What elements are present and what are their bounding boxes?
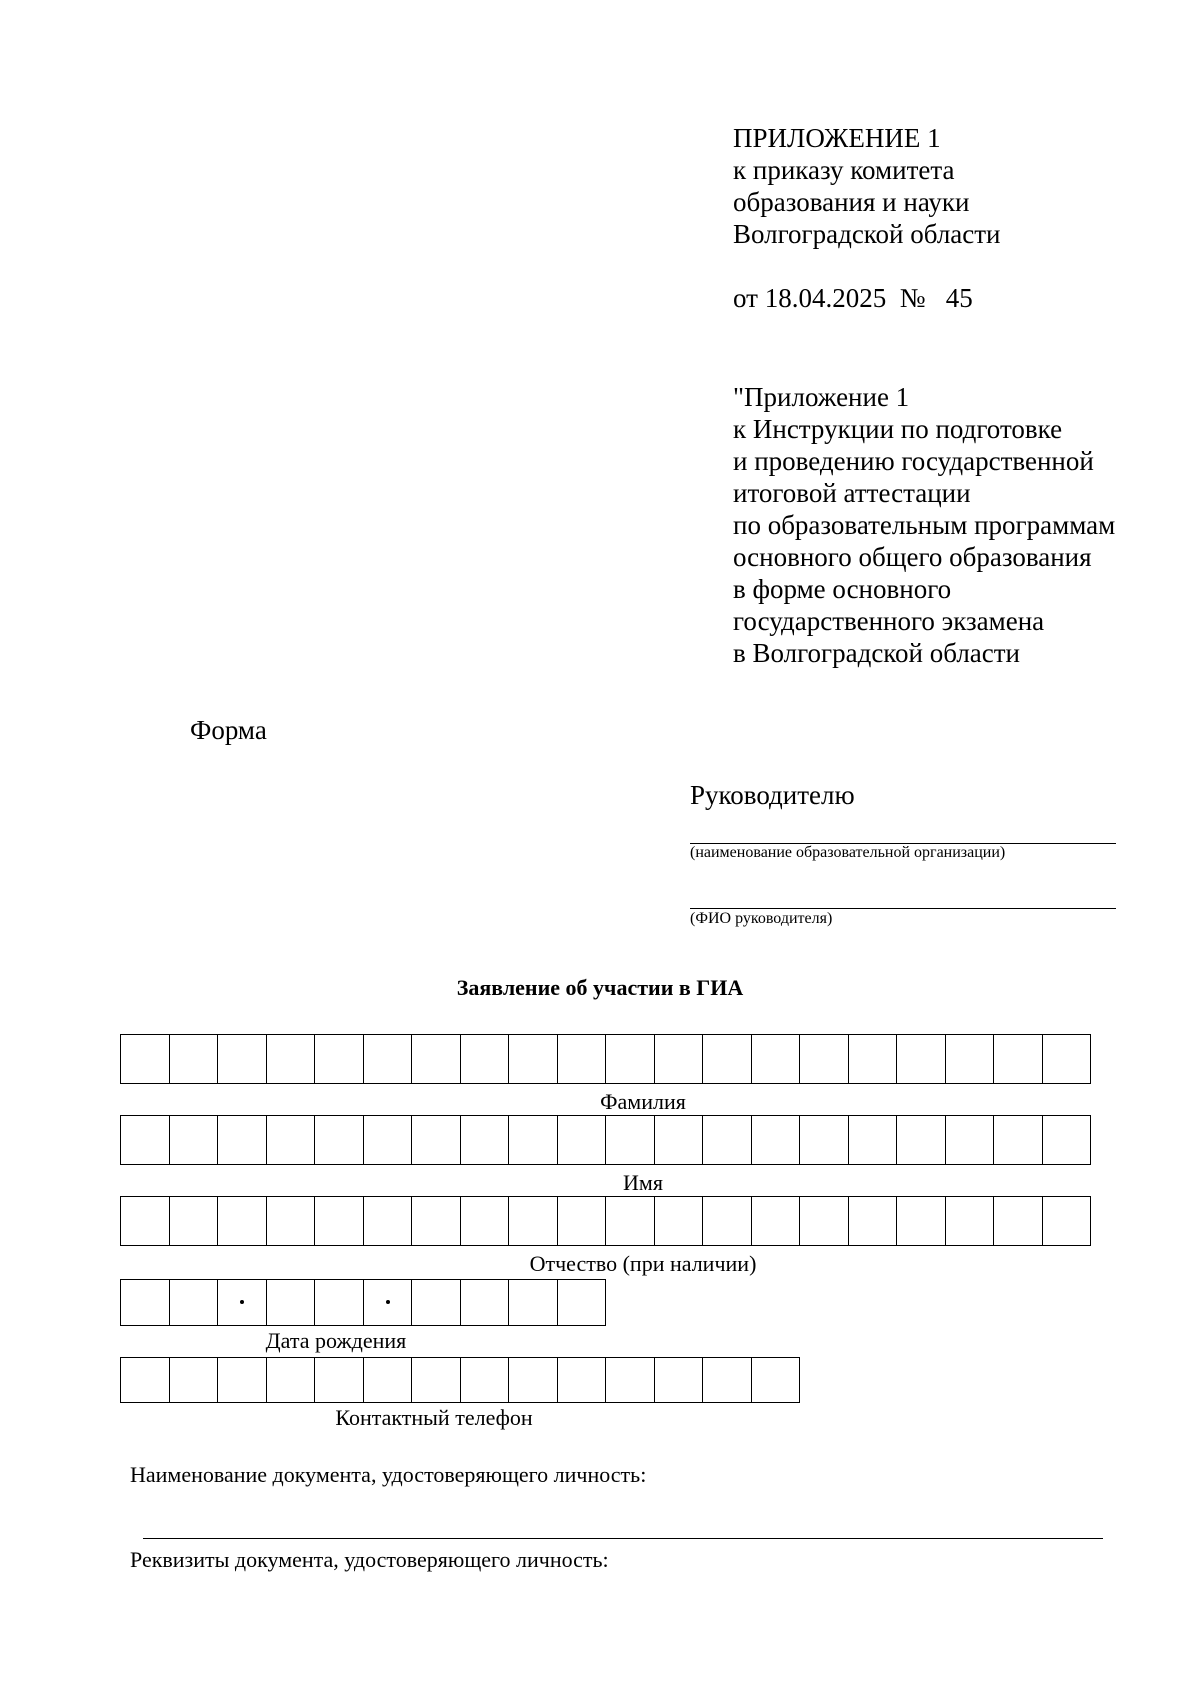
patronymic-cell[interactable] [703, 1197, 752, 1245]
instruction-appendix-block [733, 381, 1115, 669]
phone-cell[interactable] [703, 1358, 752, 1402]
patronymic-cell[interactable] [752, 1197, 801, 1245]
phone-cell[interactable] [315, 1358, 364, 1402]
patronymic-cell[interactable] [267, 1197, 316, 1245]
name-cell[interactable] [849, 1116, 898, 1164]
surname-cell[interactable] [849, 1035, 898, 1083]
name-cell[interactable] [752, 1116, 801, 1164]
patronymic-cell[interactable] [606, 1197, 655, 1245]
patronymic-cell[interactable] [461, 1197, 510, 1245]
patronymic-cell[interactable] [218, 1197, 267, 1245]
birthdate-cell[interactable] [461, 1280, 510, 1325]
patronymic-cell[interactable] [509, 1197, 558, 1245]
phone-cell[interactable] [121, 1358, 170, 1402]
name-cell[interactable] [121, 1116, 170, 1164]
surname-cell[interactable] [606, 1035, 655, 1083]
patronymic-cell[interactable] [364, 1197, 413, 1245]
patronymic-cell[interactable] [315, 1197, 364, 1245]
surname-cell[interactable] [121, 1035, 170, 1083]
phone-grid[interactable] [120, 1357, 800, 1403]
birthdate-cell[interactable] [315, 1280, 364, 1325]
instruction-line: в Волгоградской области [733, 638, 1021, 668]
phone-cell[interactable] [412, 1358, 461, 1402]
name-cell[interactable] [218, 1116, 267, 1164]
surname-cell[interactable] [703, 1035, 752, 1083]
name-cell[interactable] [558, 1116, 607, 1164]
patronymic-label: Отчество (при наличии) [529, 1251, 757, 1276]
name-cell[interactable] [703, 1116, 752, 1164]
birthdate-cell[interactable] [121, 1280, 170, 1325]
surname-label: Фамилия [600, 1089, 686, 1114]
name-grid[interactable] [120, 1115, 1091, 1165]
instruction-line: "Приложение 1 [733, 382, 910, 412]
instruction-line: к Инструкции по подготовке [733, 414, 1063, 444]
name-cell[interactable] [1043, 1116, 1092, 1164]
head-name-caption: (ФИО руководителя) [690, 910, 833, 927]
surname-cell[interactable] [267, 1035, 316, 1083]
patronymic-cell[interactable] [994, 1197, 1043, 1245]
instruction-line: государственного экзамена [733, 606, 1045, 636]
surname-cell[interactable] [315, 1035, 364, 1083]
document-name-label: Наименование документа, удостоверяющего личность: [130, 1462, 647, 1487]
patronymic-cell[interactable] [412, 1197, 461, 1245]
phone-cell[interactable] [606, 1358, 655, 1402]
name-cell[interactable] [606, 1116, 655, 1164]
phone-cell[interactable] [558, 1358, 607, 1402]
patronymic-cell[interactable] [121, 1197, 170, 1245]
surname-cell[interactable] [461, 1035, 510, 1083]
birthdate-label: Дата рождения [265, 1328, 407, 1353]
surname-grid[interactable] [120, 1034, 1091, 1084]
surname-cell[interactable] [1043, 1035, 1092, 1083]
name-cell[interactable] [461, 1116, 510, 1164]
phone-cell[interactable] [509, 1358, 558, 1402]
appendix-title: ПРИЛОЖЕНИЕ 1 [733, 123, 941, 153]
name-cell[interactable] [315, 1116, 364, 1164]
name-cell[interactable] [509, 1116, 558, 1164]
appendix-block [733, 122, 1001, 250]
surname-cell[interactable] [558, 1035, 607, 1083]
instruction-line: основного общего образования [733, 542, 1092, 572]
birthdate-grid[interactable] [120, 1279, 606, 1326]
org-name-caption: (наименование образовательной организации) [690, 844, 1006, 861]
instruction-line: в форме основного [733, 574, 952, 604]
surname-cell[interactable] [655, 1035, 704, 1083]
phone-cell[interactable] [752, 1358, 801, 1402]
addressee-title: Руководителю [690, 780, 855, 810]
surname-cell[interactable] [509, 1035, 558, 1083]
order-date-number: от 18.04.2025 № 45 [733, 283, 973, 313]
birthdate-cell[interactable] [558, 1280, 607, 1325]
birthdate-separator-dot [386, 1300, 390, 1304]
appendix-line: Волгоградской области [733, 219, 1001, 249]
name-cell[interactable] [946, 1116, 995, 1164]
phone-cell[interactable] [267, 1358, 316, 1402]
patronymic-grid[interactable] [120, 1196, 1091, 1246]
name-cell[interactable] [800, 1116, 849, 1164]
patronymic-cell[interactable] [170, 1197, 219, 1245]
patronymic-cell[interactable] [946, 1197, 995, 1245]
phone-cell[interactable] [364, 1358, 413, 1402]
birthdate-cell[interactable] [412, 1280, 461, 1325]
instruction-line: по образовательным программам [733, 510, 1116, 540]
instruction-line: и проведению государственной [733, 446, 1094, 476]
name-cell[interactable] [267, 1116, 316, 1164]
surname-cell[interactable] [897, 1035, 946, 1083]
name-cell[interactable] [170, 1116, 219, 1164]
name-cell[interactable] [412, 1116, 461, 1164]
surname-cell[interactable] [994, 1035, 1043, 1083]
birthdate-cell[interactable] [170, 1280, 219, 1325]
phone-cell[interactable] [461, 1358, 510, 1402]
phone-cell[interactable] [170, 1358, 219, 1402]
surname-cell[interactable] [752, 1035, 801, 1083]
birthdate-cell[interactable] [509, 1280, 558, 1325]
phone-cell[interactable] [218, 1358, 267, 1402]
form-label: Форма [190, 715, 267, 745]
name-cell[interactable] [897, 1116, 946, 1164]
patronymic-cell[interactable] [558, 1197, 607, 1245]
patronymic-cell[interactable] [1043, 1197, 1092, 1245]
name-cell[interactable] [364, 1116, 413, 1164]
birthdate-separator-dot [240, 1300, 244, 1304]
phone-cell[interactable] [655, 1358, 704, 1402]
surname-cell[interactable] [412, 1035, 461, 1083]
patronymic-cell[interactable] [849, 1197, 898, 1245]
name-cell[interactable] [655, 1116, 704, 1164]
surname-cell[interactable] [364, 1035, 413, 1083]
name-label: Имя [623, 1170, 663, 1195]
patronymic-cell[interactable] [655, 1197, 704, 1245]
document-name-line[interactable] [143, 1538, 1103, 1539]
appendix-line: образования и науки [733, 187, 970, 217]
surname-cell[interactable] [800, 1035, 849, 1083]
phone-label: Контактный телефон [335, 1405, 533, 1430]
birthdate-cell[interactable] [267, 1280, 316, 1325]
surname-cell[interactable] [170, 1035, 219, 1083]
surname-cell[interactable] [946, 1035, 995, 1083]
name-cell[interactable] [994, 1116, 1043, 1164]
patronymic-cell[interactable] [897, 1197, 946, 1245]
instruction-line: итоговой аттестации [733, 478, 971, 508]
appendix-line: к приказу комитета [733, 155, 955, 185]
application-title: Заявление об участии в ГИА [456, 975, 744, 1000]
document-details-label: Реквизиты документа, удостоверяющего личность: [130, 1547, 609, 1572]
surname-cell[interactable] [218, 1035, 267, 1083]
patronymic-cell[interactable] [800, 1197, 849, 1245]
